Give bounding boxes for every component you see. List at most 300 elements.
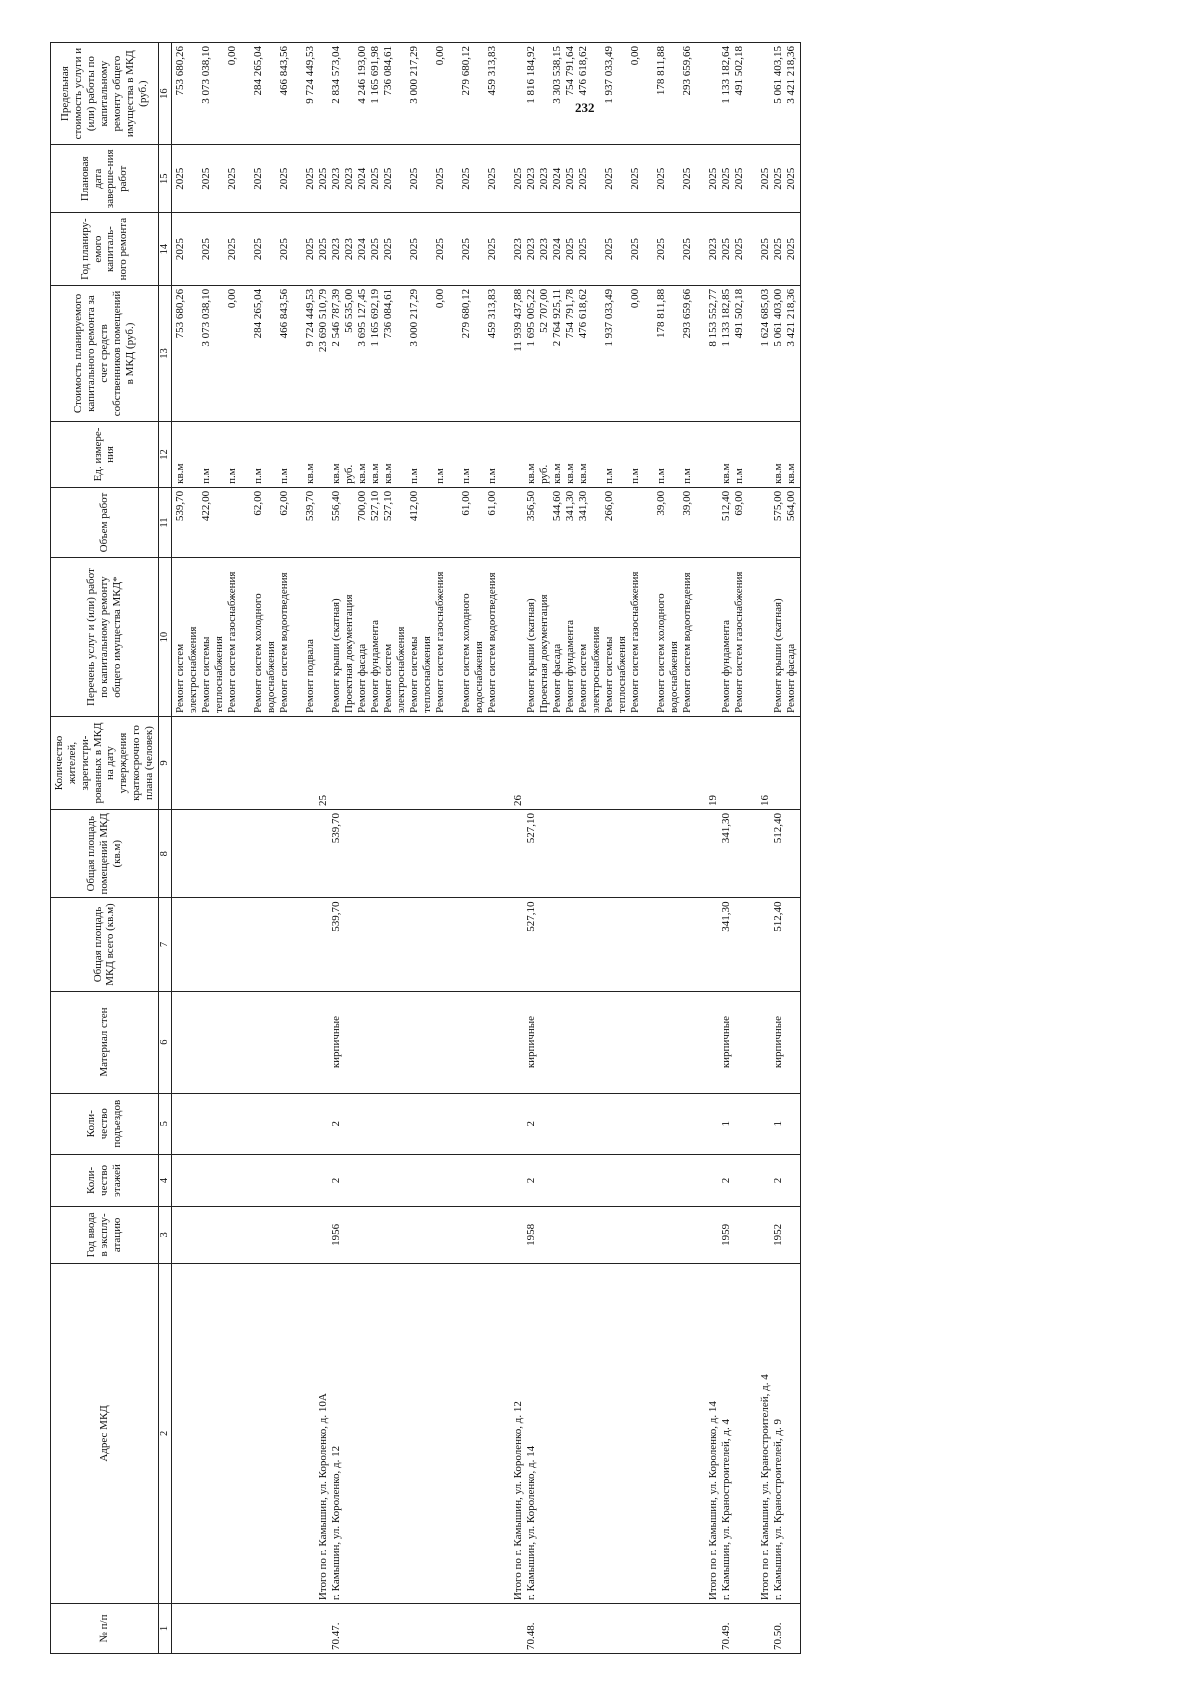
column-header: Стоимость планируемого капитального ремонта за счет средств собственников помещений в МКД (руб.) — [51, 285, 159, 421]
work-cost: 2 764 925,11 — [551, 288, 564, 347]
work-year: 2025 — [785, 238, 798, 261]
work-year: 2025 — [720, 238, 733, 261]
work-year: 2025 — [174, 238, 187, 261]
work-item: Ремонт системы теплоснабжения — [200, 636, 226, 713]
work-limit-cost — [343, 46, 356, 141]
work-limit-cost: 0,00 — [434, 46, 447, 66]
work-item: Ремонт систем водоотведения — [681, 572, 694, 713]
work-unit: кв.м — [356, 463, 369, 484]
work-volume — [434, 491, 460, 554]
total-year: 2025 — [759, 238, 772, 261]
work-limit-cost: 178 811,88 — [655, 46, 668, 96]
total-date: 2025 — [759, 167, 772, 190]
column-number: 1 — [158, 1604, 171, 1654]
building-number: 70.47. — [330, 1622, 343, 1650]
work-date: 2025 — [655, 167, 668, 190]
work-date: 2025 — [603, 167, 616, 190]
work-limit-cost: 3 000 217,29 — [408, 46, 421, 104]
column-number: 11 — [158, 487, 171, 557]
column-header: Количество жителей, зарегистри-рованных в МКД на дату утверждения краткосрочно го плана (человек) — [51, 717, 159, 810]
work-list-cell — [172, 558, 801, 717]
work-cost: 3 073 038,10 — [200, 288, 213, 347]
total-spacer — [759, 491, 772, 554]
column-header: Общая площадь помещений МКД (кв.м) — [51, 810, 159, 898]
work-limit-cost: 1 165 691,98 — [369, 46, 382, 104]
column-header: Материал стен — [51, 991, 159, 1093]
residents-count: 16 — [759, 795, 772, 807]
work-volume — [226, 491, 252, 554]
total-spacer — [512, 46, 525, 141]
work-limit-cost: 3 073 038,10 — [200, 46, 213, 104]
work-volume — [343, 491, 356, 554]
work-item: Ремонт систем холодного водоснабжения — [655, 593, 681, 713]
work-volume: 61,00 — [486, 490, 499, 516]
rooms-area: 527,10 — [525, 813, 538, 844]
total-cost: 23 690 510,79 — [317, 288, 330, 353]
work-year: 2025 — [603, 238, 616, 261]
work-limit-cost: 279 680,12 — [460, 46, 473, 96]
work-cost: 491 502,18 — [733, 288, 746, 339]
work-unit: кв.м — [551, 463, 564, 484]
work-limit-cost — [538, 46, 551, 141]
work-unit: кв.м — [330, 463, 343, 484]
wall-material: кирпичные — [772, 1015, 785, 1069]
work-year: 2025 — [655, 238, 668, 261]
work-year: 2025 — [434, 238, 447, 261]
work-item: Ремонт фасада — [785, 643, 798, 713]
work-year: 2025 — [226, 238, 239, 261]
work-date: 2025 — [434, 167, 447, 190]
work-year: 2025 — [460, 238, 473, 261]
column-header: Предельная стоимость услуги и (или) работы по капитальному ремонту общего имущества в МКД (руб.) — [51, 43, 159, 145]
work-year: 2025 — [577, 238, 590, 261]
work-item: Ремонт систем газоснабжения — [434, 571, 447, 713]
work-year: 2025 — [733, 238, 746, 261]
total-spacer — [707, 46, 720, 141]
column-number: 10 — [158, 558, 171, 717]
work-cost: 0,00 — [226, 288, 239, 309]
column-number: 6 — [158, 991, 171, 1093]
work-cost: 459 313,83 — [486, 288, 499, 339]
total-spacer — [759, 561, 772, 713]
work-year: 2023 — [538, 238, 551, 261]
work-volume — [538, 491, 551, 554]
column-header: Коли-чество подъездов — [51, 1093, 159, 1154]
work-date: 2025 — [681, 167, 694, 190]
work-date: 2023 — [538, 167, 551, 190]
work-unit: кв.м — [304, 463, 317, 484]
work-unit: кв.м — [772, 463, 785, 484]
total-spacer — [512, 561, 525, 713]
work-cost: 3 421 218,36 — [785, 288, 798, 347]
work-volume: 544,60 — [551, 490, 564, 522]
work-unit: кв.м — [174, 463, 187, 484]
work-date: 2023 — [525, 167, 538, 190]
work-date: 2025 — [369, 167, 382, 190]
work-volume: 62,00 — [252, 490, 265, 516]
work-year: 2023 — [525, 238, 538, 261]
total-area: 341,30 — [720, 901, 733, 932]
total-year: 2023 — [707, 238, 720, 261]
total-date: 2025 — [707, 167, 720, 190]
building-address: г. Камышин, ул. Короленко, д. 12 — [330, 1445, 343, 1601]
rooms-area: 341,30 — [720, 813, 733, 844]
work-limit-cost: 0,00 — [629, 46, 642, 66]
floors-count: 2 — [772, 1177, 785, 1184]
header-row — [51, 43, 159, 1654]
work-unit: п.м — [603, 468, 616, 484]
work-year: 2023 — [330, 238, 343, 261]
total-area: 512,40 — [772, 901, 785, 932]
column-header: Объем работ — [51, 487, 159, 557]
total-spacer — [317, 425, 330, 484]
work-cost: 3 000 217,29 — [408, 288, 421, 347]
work-limit-cost: 5 061 403,15 — [772, 46, 785, 104]
work-volume: 700,00 — [356, 490, 369, 522]
work-year: 2025 — [486, 238, 499, 261]
column-number: 12 — [158, 422, 171, 488]
column-number: 9 — [158, 717, 171, 810]
total-spacer — [759, 46, 772, 141]
total-cost: 1 624 685,03 — [759, 288, 772, 347]
work-cost: 293 659,66 — [681, 288, 694, 339]
floors-count: 2 — [525, 1177, 538, 1184]
total-label: Итого по г. Камышин, ул. Короленко, д. 14 — [707, 1401, 720, 1601]
work-date: 2025 — [304, 167, 317, 190]
work-date: 2025 — [564, 167, 577, 190]
work-date: 2025 — [382, 167, 395, 190]
work-item: Ремонт фундамента — [720, 619, 733, 713]
work-cost: 3 695 127,45 — [356, 288, 369, 347]
work-cost: 0,00 — [629, 288, 642, 309]
work-volume: 539,70 — [304, 490, 317, 522]
work-year: 2025 — [629, 238, 642, 261]
work-unit: п.м — [434, 468, 447, 484]
total-spacer — [707, 425, 720, 484]
work-limit-cost: 2 834 573,04 — [330, 46, 343, 104]
work-cost: 1 133 182,85 — [720, 288, 733, 347]
total-year: 2025 — [317, 238, 330, 261]
work-unit: п.м — [278, 468, 291, 484]
wall-material: кирпичные — [720, 1015, 733, 1069]
total-date: 2025 — [317, 167, 330, 190]
entrances-count: 2 — [330, 1120, 343, 1127]
work-date: 2025 — [278, 167, 291, 190]
build-year: 1959 — [720, 1223, 733, 1246]
work-limit-cost: 0,00 — [226, 46, 239, 66]
work-item: Ремонт систем водоотведения — [278, 572, 291, 713]
work-unit: кв.м — [525, 463, 538, 484]
column-number: 2 — [158, 1263, 171, 1603]
column-header: Адрес МКД — [51, 1263, 159, 1603]
work-unit: п.м — [226, 468, 239, 484]
work-item: Ремонт крыши (скатная) — [330, 598, 343, 713]
work-item: Проектная документация — [538, 594, 551, 713]
column-header: Год ввода в эксплу-атацию — [51, 1207, 159, 1264]
work-item: Ремонт фасада — [551, 643, 564, 713]
work-cost: 736 084,61 — [382, 288, 395, 339]
work-cost: 1 165 692,19 — [369, 288, 382, 347]
floors-count: 2 — [720, 1177, 733, 1184]
work-item: Ремонт систем газоснабжения — [733, 571, 746, 713]
work-unit: кв.м — [720, 463, 733, 484]
column-number: 14 — [158, 213, 171, 286]
total-spacer — [512, 425, 525, 484]
work-year: 2025 — [304, 238, 317, 261]
work-limit-cost: 459 313,83 — [486, 46, 499, 96]
total-spacer — [317, 46, 330, 141]
work-volume: 356,50 — [525, 490, 538, 522]
work-limit-cost: 9 724 449,53 — [304, 46, 317, 104]
total-spacer — [707, 491, 720, 554]
building-number: 70.50. — [772, 1622, 785, 1650]
work-limit-cost: 491 502,18 — [733, 46, 746, 96]
work-date: 2025 — [733, 167, 746, 190]
entrances-count: 1 — [720, 1120, 733, 1127]
work-date: 2025 — [200, 167, 213, 190]
work-volume: 556,40 — [330, 490, 343, 522]
work-unit: п.м — [460, 468, 473, 484]
work-date: 2024 — [356, 167, 369, 190]
work-item: Ремонт фундамента — [564, 619, 577, 713]
residents-count: 26 — [512, 795, 525, 807]
rotated-table-sheet — [50, 42, 1171, 1654]
work-year: 2025 — [382, 238, 395, 261]
column-number: 8 — [158, 810, 171, 898]
work-volume — [629, 491, 655, 554]
work-item: Ремонт систем электроснабжения — [382, 626, 408, 713]
work-limit-cost: 736 084,61 — [382, 46, 395, 96]
work-unit: кв.м — [564, 463, 577, 484]
work-item: Ремонт систем холодного водоснабжения — [460, 593, 486, 713]
building-address: г. Камышин, ул. Кранострoителей, д. 4 — [720, 1419, 733, 1601]
work-cost: 52 707,00 — [538, 288, 551, 333]
work-volume: 527,10 — [369, 490, 382, 522]
work-year: 2025 — [278, 238, 291, 261]
work-unit: п.м — [655, 468, 668, 484]
work-limit-cost: 1 133 182,64 — [720, 46, 733, 104]
build-year: 1956 — [330, 1223, 343, 1246]
work-year: 2023 — [343, 238, 356, 261]
work-unit: кв.м — [785, 463, 798, 484]
work-unit: п.м — [629, 468, 642, 484]
work-volume: 69,00 — [733, 490, 746, 516]
work-unit: п.м — [486, 468, 499, 484]
page-number: 232 — [575, 100, 595, 115]
residents-count: 19 — [707, 795, 720, 807]
work-year: 2025 — [369, 238, 382, 261]
total-area: 539,70 — [330, 901, 343, 932]
column-header: Общая площадь МКД всего (кв.м) — [51, 898, 159, 991]
work-cost: 753 680,26 — [174, 288, 187, 339]
work-date: 2025 — [772, 167, 785, 190]
column-number: 5 — [158, 1093, 171, 1154]
work-item: Ремонт подвала — [304, 639, 317, 713]
work-date: 2025 — [174, 167, 187, 190]
work-year: 2024 — [551, 238, 564, 261]
work-limit-cost: 466 843,56 — [278, 46, 291, 96]
work-item: Проектная документация — [343, 594, 356, 713]
work-date: 2023 — [343, 167, 356, 190]
work-volume: 341,30 — [564, 490, 577, 522]
work-limit-cost: 1 816 184,92 — [525, 46, 538, 104]
work-cost: 1 695 005,22 — [525, 288, 538, 347]
work-item: Ремонт фасада — [356, 643, 369, 713]
work-unit: руб. — [343, 464, 356, 484]
column-number: 4 — [158, 1154, 171, 1206]
work-cost: 466 843,56 — [278, 288, 291, 339]
work-date: 2025 — [577, 167, 590, 190]
work-year: 2025 — [200, 238, 213, 261]
work-date: 2023 — [330, 167, 343, 190]
work-volume: 527,10 — [382, 490, 395, 522]
build-year: 1952 — [772, 1223, 785, 1246]
work-limit-cost: 4 246 193,00 — [356, 46, 369, 104]
work-cost: 284 265,04 — [252, 288, 265, 339]
work-volume: 539,70 — [174, 490, 187, 522]
work-volume: 412,00 — [408, 490, 421, 522]
column-number: 3 — [158, 1207, 171, 1264]
build-year: 1958 — [525, 1223, 538, 1246]
work-volume: 39,00 — [655, 490, 668, 516]
work-date: 2025 — [720, 167, 733, 190]
work-unit: кв.м — [382, 463, 395, 484]
work-volume: 422,00 — [200, 490, 213, 522]
total-date: 2025 — [512, 167, 525, 190]
work-item: Ремонт систем газоснабжения — [226, 571, 239, 713]
building-address: г. Камышин, ул. Кранострoителей, д. 9 — [772, 1419, 785, 1601]
work-cost: 2 546 787,39 — [330, 288, 343, 347]
column-header: Год планиру-емого капиталь-ного ремонта — [51, 213, 159, 286]
column-header: Коли-чество этажей — [51, 1154, 159, 1206]
work-cost: 5 061 403,00 — [772, 288, 785, 347]
work-limit-cost: 753 680,26 — [174, 46, 187, 96]
work-year: 2025 — [772, 238, 785, 261]
table-row — [172, 43, 801, 1654]
work-volume: 62,00 — [278, 490, 291, 516]
rooms-area: 539,70 — [330, 813, 343, 844]
work-cost: 279 680,12 — [460, 288, 473, 339]
total-label: Итого по г. Камышин, ул. Кранострoителей, д. 4 — [759, 1374, 772, 1601]
work-item: Ремонт систем холодного водоснабжения — [252, 593, 278, 713]
work-unit: кв.м — [369, 463, 382, 484]
work-cost: 9 724 449,53 — [304, 288, 317, 347]
total-spacer — [759, 425, 772, 484]
work-date: 2025 — [486, 167, 499, 190]
column-header: Ед. измере-ния — [51, 422, 159, 488]
work-limit-cost: 754 791,64 — [564, 46, 577, 96]
work-volume: 564,00 — [785, 490, 798, 522]
total-spacer — [317, 491, 330, 554]
column-header: Плановая дата заверше-ния работ — [51, 145, 159, 213]
work-item: Ремонт крыши (скатная) — [772, 598, 785, 713]
total-label: Итого по г. Камышин, ул. Короленко, д. 12 — [512, 1401, 525, 1601]
column-header: № п/п — [51, 1604, 159, 1654]
work-date: 2025 — [629, 167, 642, 190]
entrances-count: 2 — [525, 1120, 538, 1127]
wall-material: кирпичные — [525, 1015, 538, 1069]
work-item: Ремонт фундамента — [369, 619, 382, 713]
work-date: 2025 — [408, 167, 421, 190]
total-cost: 8 153 552,77 — [707, 288, 720, 347]
work-cost: 476 618,62 — [577, 288, 590, 339]
repair-plan-table — [50, 42, 801, 1654]
work-volume: 61,00 — [460, 490, 473, 516]
rooms-area: 512,40 — [772, 813, 785, 844]
work-year: 2025 — [564, 238, 577, 261]
building-number: 70.48. — [525, 1622, 538, 1650]
work-cost: 754 791,78 — [564, 288, 577, 339]
total-cost: 11 939 437,88 — [512, 288, 525, 352]
work-date: 2025 — [252, 167, 265, 190]
work-cost: 178 811,88 — [655, 288, 668, 338]
work-year: 2025 — [252, 238, 265, 261]
work-limit-cost: 1 937 033,49 — [603, 46, 616, 104]
work-limit-cost: 293 659,66 — [681, 46, 694, 96]
entrances-count: 1 — [772, 1120, 785, 1127]
work-unit: п.м — [408, 468, 421, 484]
total-spacer — [512, 491, 525, 554]
work-date: 2025 — [226, 167, 239, 190]
work-year: 2025 — [681, 238, 694, 261]
total-spacer — [317, 561, 330, 713]
work-unit: п.м — [681, 468, 694, 484]
column-number: 16 — [158, 43, 171, 145]
work-item: Ремонт системы теплоснабжения — [603, 636, 629, 713]
work-item: Ремонт систем электроснабжения — [577, 626, 603, 713]
work-volume: 266,00 — [603, 490, 616, 522]
column-number: 13 — [158, 285, 171, 421]
work-cost: 1 937 033,49 — [603, 288, 616, 347]
total-label: Итого по г. Камышин, ул. Короленко, д. 10А — [317, 1393, 330, 1601]
work-unit: п.м — [200, 468, 213, 484]
wall-material: кирпичные — [330, 1015, 343, 1069]
work-item: Ремонт системы теплоснабжения — [408, 636, 434, 713]
total-spacer — [707, 561, 720, 713]
column-number: 7 — [158, 898, 171, 991]
building-number: 70.49. — [720, 1622, 733, 1650]
work-year: 2024 — [356, 238, 369, 261]
floors-count: 2 — [330, 1177, 343, 1184]
work-item: Ремонт систем газоснабжения — [629, 571, 642, 713]
work-date: 2024 — [551, 167, 564, 190]
work-limit-cost: 3 303 538,15 — [551, 46, 564, 104]
total-area: 527,10 — [525, 901, 538, 932]
column-header: Перечень услуг и (или) работ по капитальному ремонту общего имущества МКД* — [51, 558, 159, 717]
work-limit-cost: 3 421 218,36 — [785, 46, 798, 104]
building-address: г. Камышин, ул. Короленко, д. 14 — [525, 1445, 538, 1601]
work-item: Ремонт систем водоотведения — [486, 572, 499, 713]
work-unit: п.м — [252, 468, 265, 484]
residents-count: 25 — [317, 795, 330, 807]
work-item: Ремонт систем электроснабжения — [174, 626, 200, 713]
work-limit-cost: 284 265,04 — [252, 46, 265, 96]
work-cost: 0,00 — [434, 288, 447, 309]
work-date: 2025 — [785, 167, 798, 190]
work-limit-cost: 476 618,62 — [577, 46, 590, 96]
column-number-row — [158, 43, 171, 1654]
work-volume: 512,40 — [720, 490, 733, 522]
work-date: 2025 — [460, 167, 473, 190]
work-unit: п.м — [733, 468, 746, 484]
work-volume: 341,30 — [577, 490, 590, 522]
column-number: 15 — [158, 145, 171, 213]
work-volume: 39,00 — [681, 490, 694, 516]
total-year: 2023 — [512, 238, 525, 261]
work-item: Ремонт крыши (скатная) — [525, 598, 538, 713]
work-unit: руб. — [538, 464, 551, 484]
work-year: 2025 — [408, 238, 421, 261]
